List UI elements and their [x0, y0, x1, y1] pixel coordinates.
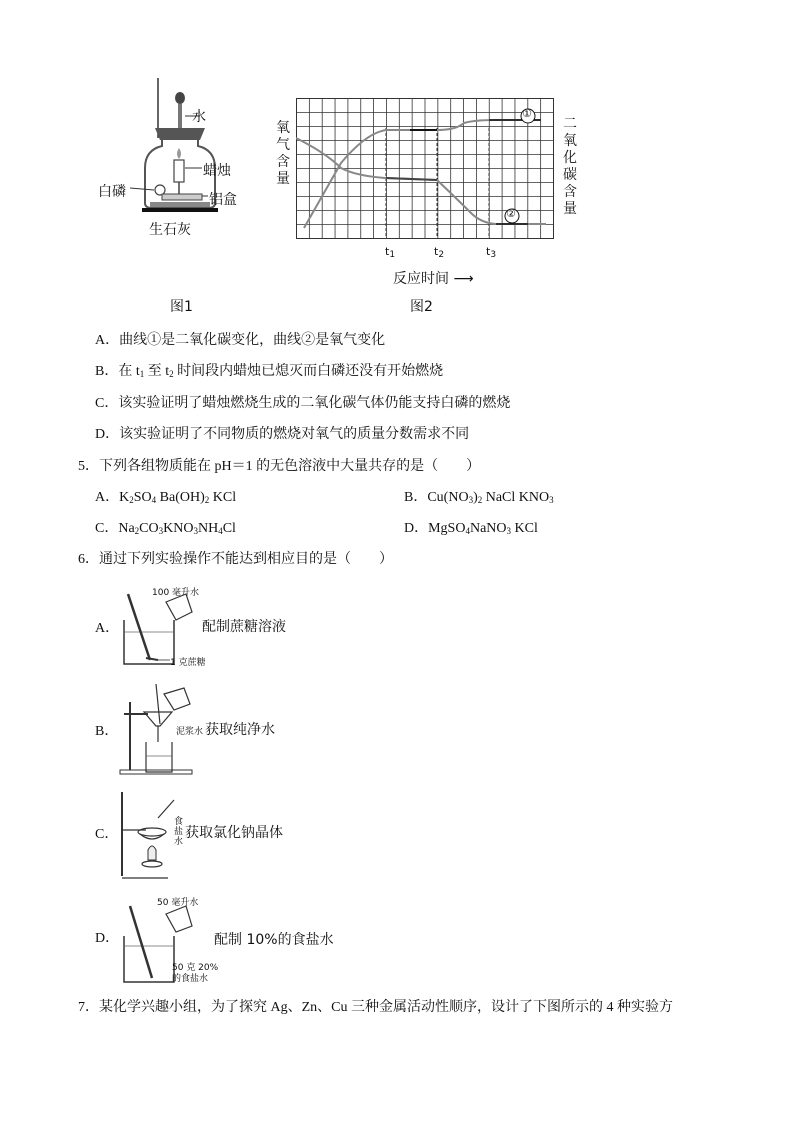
q6-option-b-text: 获取纯净水: [205, 722, 275, 738]
figure-2-caption: 图2: [410, 299, 433, 315]
curve-2-label: ②: [506, 207, 516, 220]
q5-option-a: A．$K_2SO_4$ $Ba(OH)_2$ KCl: [95, 490, 237, 505]
q6-stem: 6．通过下列实验操作不能达到相应目的是（ ）: [78, 552, 393, 567]
label-water: 水: [192, 109, 206, 125]
q4-option-c: C．该实验证明了蜡烛燃烧生成的二氧化碳气体仍能支持白磷的燃烧: [95, 396, 511, 411]
q5-option-c: C．$Na_2CO_3KNO_3NH_4Cl$: [95, 521, 236, 536]
dropper-bulb: [175, 92, 185, 104]
q6-c-evaporation-illustration: [118, 790, 178, 882]
figure-1-caption: 图1: [170, 299, 193, 315]
candle: [174, 160, 184, 182]
q4-option-d: D．该实验证明了不同物质的燃烧对氧气的质量分数需求不同: [95, 427, 470, 442]
q6-option-d-letter: D．: [95, 931, 120, 946]
q6-option-b-letter: B．: [95, 724, 119, 739]
tick-t2: $t_2$: [434, 245, 445, 260]
x-axis-label: 反应时间 ⟶: [393, 271, 474, 287]
label-candle: 蜡烛: [203, 163, 231, 179]
y-axis-label-right: 二氧化碳含量: [563, 116, 577, 217]
q6-option-a-text: 配制蔗糖溶液: [202, 619, 286, 635]
q6-a-tag-sugar: 1 克蔗糖: [170, 658, 206, 668]
dropper-stem: [178, 104, 182, 132]
q4-option-b: B．在 $t_1$ 至 $t_2$ 时间段内蜡烛已熄灭而白磷还没有开始燃烧: [95, 364, 444, 379]
y-axis-label-left: 氧气含量: [276, 120, 290, 187]
q6-a-tag-water: 100 毫升水: [152, 588, 200, 598]
label-quicklime: 生石灰: [149, 222, 191, 238]
label-white-phosphorus: 白磷: [98, 184, 126, 200]
tick-t1: $t_1$: [385, 245, 396, 260]
label-aluminium-box: 铝盒: [209, 192, 237, 208]
q6-option-a-letter: A．: [95, 621, 120, 636]
tick-t3: $t_3$: [486, 245, 497, 260]
right-arrow-icon: ⟶: [453, 271, 474, 287]
base-plate: [142, 208, 218, 212]
q6-d-tag-water: 50 毫升水: [157, 898, 199, 908]
curve-1-label: ①: [522, 107, 532, 120]
quicklime-layer: [150, 202, 210, 207]
gas-content-graph: [296, 98, 556, 240]
q7-stem: 7．某化学兴趣小组，为了探究 Ag、Zn、Cu 三种金属活动性顺序，设计了下图所示的 4 种实验方: [78, 1000, 673, 1015]
q6-d-tag-salt: 50 克 20% 的食盐水: [172, 963, 219, 984]
q6-option-c-text: 获取氯化钠晶体: [185, 825, 283, 841]
q6-c-tag: 食 盐 水: [174, 817, 184, 847]
q6-option-d-text: 配制 10%的食盐水: [214, 932, 334, 948]
q6-b-tag: 泥浆水: [176, 727, 204, 737]
q5-option-d: D．MgSO$_4$NaNO$_3$ KCl: [404, 521, 538, 536]
aluminium-box: [162, 194, 202, 200]
q5-option-b: B．$Cu(NO_3)_2$ NaCl $KNO_3$: [404, 490, 554, 505]
q5-stem: 5．下列各组物质能在 pH＝1 的无色溶液中大量共存的是（ ）: [78, 459, 481, 474]
q6-option-c-letter: C．: [95, 827, 119, 842]
stopper: [155, 128, 205, 140]
q4-option-a: A．曲线①是二氧化碳变化，曲线②是氧气变化: [95, 333, 386, 348]
candle-flame: [177, 148, 181, 159]
